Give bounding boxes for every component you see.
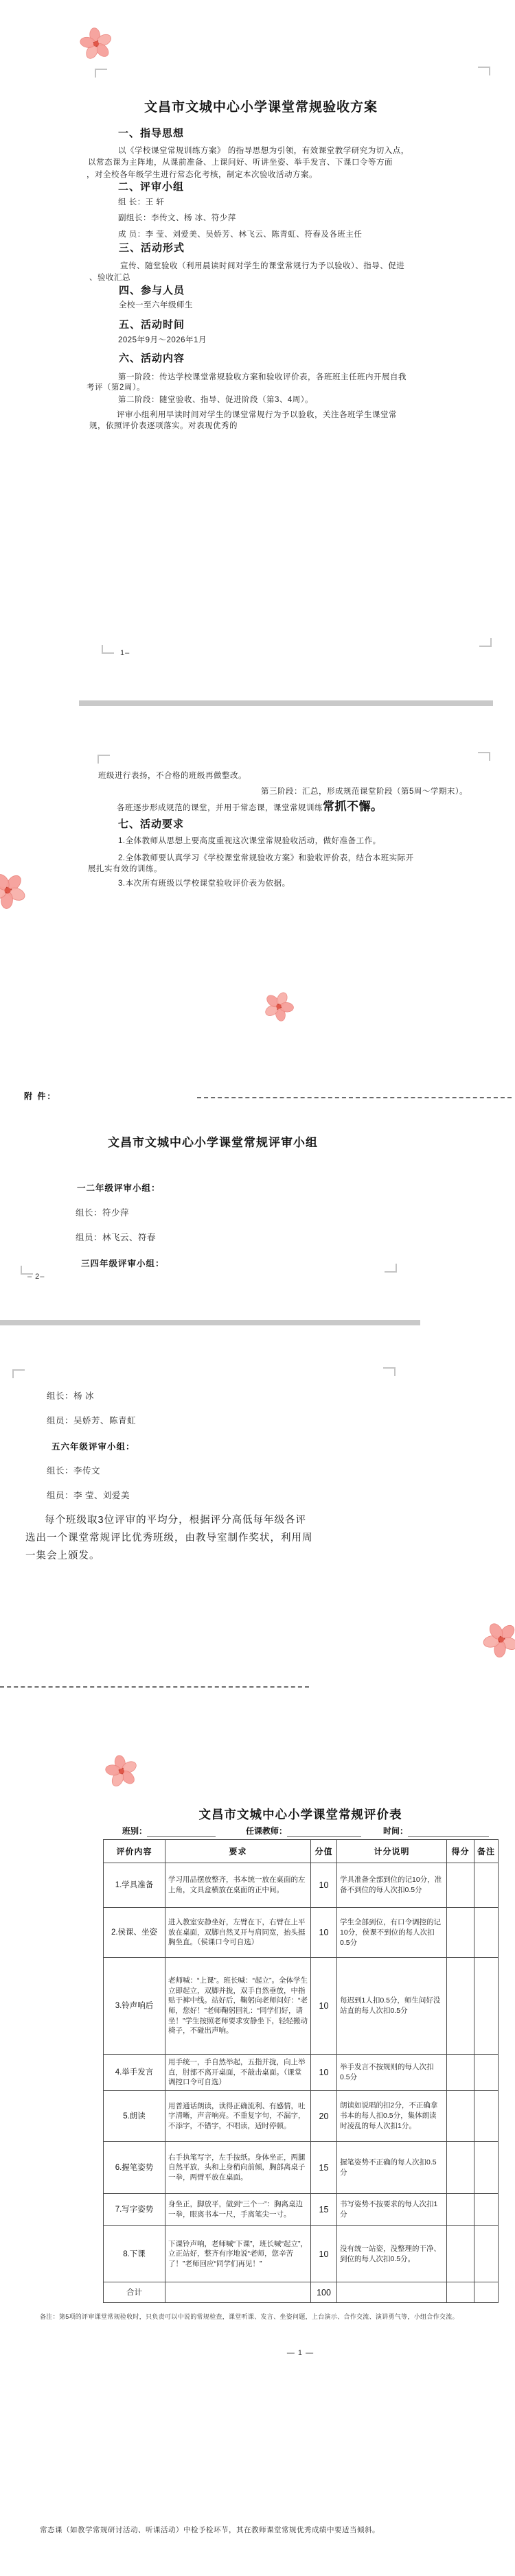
total-scoring-empty xyxy=(337,2282,447,2303)
row-scoring-rule: 没有统一站姿，没整理的干净、到位的每人次扣0.5分。 xyxy=(337,2226,447,2282)
table-total-row xyxy=(104,2282,499,2303)
total-gained-score-empty xyxy=(447,2282,474,2303)
grade12-members: 组员：林飞云、符春 xyxy=(76,1233,157,1242)
flower-icon xyxy=(100,1744,143,1799)
grade34-group-heading: 三四年级评审小组： xyxy=(81,1259,165,1268)
body-line: 规，依照评价表逐项落实。对表现优秀的 xyxy=(89,422,238,430)
class-blank-line xyxy=(147,1828,216,1837)
body-line: 第二阶段：随堂验收、指导、促进阶段（第3、4周）。 xyxy=(118,396,314,404)
requirement-line: 3.本次所有班级以学校课堂验收评价表为依据。 xyxy=(118,879,290,888)
page-title: 文昌市文城中心小学课堂常规验收方案 xyxy=(144,100,378,115)
section-heading-4: 四、参与人员 xyxy=(119,285,185,296)
body-line: 考评（第2周）。 xyxy=(87,383,146,392)
row-remark-empty xyxy=(474,2142,499,2194)
row-name: 7.写字姿势 xyxy=(104,2194,165,2226)
row-score: 15 xyxy=(311,2142,337,2194)
row-remark-empty xyxy=(474,1908,499,1958)
page-corner-mark xyxy=(98,755,110,764)
group-deputy-line: 副组长：李传文、杨 冰、符少萍 xyxy=(118,214,236,222)
table-row xyxy=(104,2194,499,2226)
table-row xyxy=(104,2091,499,2142)
body-line: 、验收汇总 xyxy=(89,274,130,282)
page-corner-mark xyxy=(385,1264,397,1273)
class-label: 班别： xyxy=(122,1826,148,1836)
grade12-group-heading: 一二年级评审小组： xyxy=(77,1183,161,1193)
award-paragraph-line: 一集会上颁发。 xyxy=(25,1550,100,1561)
row-score: 10 xyxy=(311,1908,337,1958)
row-name: 5.朗读 xyxy=(104,2091,165,2142)
evaluation-table xyxy=(103,1839,499,2303)
row-remark-empty xyxy=(474,2055,499,2091)
dashed-separator xyxy=(0,1686,309,1688)
row-requirement: 老师喊：“上课”。班长喊：“起立”。全体学生立即起立，双脚并拢，双手自然垂放，中指贴于裤中线。站好后，鞠躬向老师问好：“老师，您好！”老师鞠躬回礼：“同学们好，请坐！”学生按照老师要求安静坐下，轻轻搬动椅子，不碰出声响。 xyxy=(165,1958,311,2055)
requirement-line: 展扎实有效的训练。 xyxy=(88,865,162,873)
award-paragraph-line: 选出一个课堂常规评比优秀班级，由教导室制作奖状，利用周 xyxy=(25,1533,313,1544)
table-row xyxy=(104,1908,499,1958)
attachment-label: 附 件： xyxy=(24,1091,57,1101)
table-header-cell: 备注 xyxy=(474,1840,499,1863)
row-scoring-rule: 学具准备全部到位的记10分，准备不到位的每人次扣0.5分 xyxy=(337,1863,447,1908)
emphasis-text: 常抓不懈。 xyxy=(323,800,383,813)
grade56-members: 组员：李 莹、刘爱美 xyxy=(47,1491,130,1500)
body-line: ，对全校各年级学生进行常态化考核，制定本次验收活动方案。 xyxy=(87,171,317,179)
body-line: 宣传、随堂验收（利用晨读时间对学生的课堂常规行为予以验收）、指导、促进 xyxy=(120,262,405,270)
time-label: 时间： xyxy=(383,1826,409,1836)
section-heading-2: 二、评审小组 xyxy=(118,181,185,193)
time-blank-line xyxy=(408,1828,489,1837)
row-name: 4.举手发言 xyxy=(104,2055,165,2091)
body-line-with-emphasis xyxy=(117,801,383,814)
group-leader-line: 组 长：王 轩 xyxy=(118,198,165,206)
total-score: 100 xyxy=(311,2282,337,2303)
teacher-label: 任课教师： xyxy=(246,1826,288,1836)
grade12-leader: 组长：符少萍 xyxy=(76,1208,130,1218)
page-footer: — 1 — xyxy=(286,2349,314,2357)
page-separator-bar xyxy=(0,1320,420,1325)
row-name: 3.铃声响后 xyxy=(104,1958,165,2055)
row-name: 6.握笔姿势 xyxy=(104,2142,165,2194)
teacher-field xyxy=(246,1825,361,1837)
table-header-cell: 评价内容 xyxy=(104,1840,165,1863)
row-scoring-rule: 每迟到1人扣0.5分，师生问好没站直的每人次扣0.5分 xyxy=(337,1958,447,2055)
teacher-blank-line xyxy=(287,1828,361,1837)
evaluation-table-title: 文昌市文城中心小学课堂常规评价表 xyxy=(198,1808,402,1821)
body-line: 第一阶段：传达学校课堂常规验收方案和验收评价表，各班班主任班内开展自我 xyxy=(118,373,407,381)
page-corner-mark xyxy=(95,69,107,78)
row-remark-empty xyxy=(474,1863,499,1908)
activity-dates: 2025年9月～2026年1月 xyxy=(118,336,207,344)
row-score: 20 xyxy=(311,2091,337,2142)
row-gained-score-empty xyxy=(447,2142,474,2194)
row-score: 10 xyxy=(311,1863,337,1908)
row-scoring-rule: 举手发言不按规则的每人次扣0.5分 xyxy=(337,2055,447,2091)
row-scoring-rule: 握笔姿势不正确的每人次扣0.5分 xyxy=(337,2142,447,2194)
row-gained-score-empty xyxy=(447,2226,474,2282)
table-remark-note: 备注：第5项的评审课堂常规验收时，只负责可以中说的常规检查，课堂听课、发言、坐姿问题，上台演示、合作交流、演讲勇气等，小组合作交流。 xyxy=(40,2313,459,2320)
row-remark-empty xyxy=(474,2194,499,2226)
body-line: 各班逐步形成规范的课堂，并用于常态课，课堂常规训练 xyxy=(117,804,323,812)
row-score: 10 xyxy=(311,2226,337,2282)
row-requirement: 身坐正，脚放平，做到“三个一”：胸离桌边一拳，眼离书本一尺，手离笔尖一寸。 xyxy=(165,2194,311,2226)
section-heading-1: 一、指导思想 xyxy=(118,128,185,139)
body-line: 第三阶段：汇总，形成规范课堂阶段（第5周～学期末）。 xyxy=(261,788,468,796)
row-requirement: 学习用品摆放整齐，书本统一放在桌面的左上角，文具盒横放在桌面的正中间。 xyxy=(165,1863,311,1908)
requirement-line: 1.全体教师从思想上要高度重视这次课堂常规验收活动，做好准备工作。 xyxy=(118,837,381,845)
section-heading-7: 七、活动要求 xyxy=(118,818,185,830)
flower-icon xyxy=(0,862,36,919)
body-line: 全校一至六年级师生 xyxy=(119,301,193,309)
row-requirement: 右手执笔写字，左手按纸。身体坐正，两腿自然平放，头和上身稍向前倾，胸部离桌子一拳，两臂平放在桌面。 xyxy=(165,2142,311,2194)
body-line: 班级进行表扬，不合格的班级再做整改。 xyxy=(98,772,247,780)
section-heading-5: 五、活动时间 xyxy=(119,319,185,331)
table-header-cell: 计分说明 xyxy=(337,1840,447,1863)
grade34-members: 组员：吴娇芳、陈青虹 xyxy=(47,1416,137,1426)
row-remark-empty xyxy=(474,2091,499,2142)
table-row xyxy=(104,2226,499,2282)
row-name: 1.学具准备 xyxy=(104,1863,165,1908)
page-footer: – 2– xyxy=(27,1273,45,1281)
dashed-separator xyxy=(197,1097,512,1098)
page-corner-mark xyxy=(478,67,490,75)
table-row xyxy=(104,2142,499,2194)
row-gained-score-empty xyxy=(447,1908,474,1958)
bottom-note-line: 常态课（如教学常规研讨活动、听课活动）中检予检环节，其在教师课堂常规优秀成绩中要适当倾斜。 xyxy=(40,2526,380,2534)
row-requirement: 下课铃声响，老师喊“下课”，班长喊“起立”，立正站好，整齐有序地说“老师，您辛苦了！”老师回应“同学们再见！” xyxy=(165,2226,311,2282)
row-requirement: 用手统一，手自然举起，五指并拢，向上举直，肘部不离开桌面，不敲击桌面。（课堂调控口令可自选） xyxy=(165,2055,311,2091)
row-score: 10 xyxy=(311,2055,337,2091)
row-scoring-rule: 书写姿势不按要求的每人次扣1分 xyxy=(337,2194,447,2226)
grade56-leader: 组长：李传文 xyxy=(47,1466,101,1476)
attachment-title: 文昌市文城中心小学课堂常规评审小组 xyxy=(108,1136,318,1149)
grade34-leader: 组长：杨 冰 xyxy=(47,1391,94,1401)
row-score: 10 xyxy=(311,1958,337,2055)
row-gained-score-empty xyxy=(447,2194,474,2226)
row-remark-empty xyxy=(474,1958,499,2055)
page-corner-mark xyxy=(479,638,492,647)
body-line: 以《学校课堂常规训练方案》 的指导思想为引领，有效课堂教学研究为切入点， xyxy=(118,147,409,155)
body-line: 评审小组利用早读时间对学生的课堂常规行为予以验收，关注各班学生课堂常 xyxy=(117,411,397,419)
row-requirement: 用普通话朗读，读得正确流利、有感情，吐字清晰，声音响亮。不重复字句，不漏字，不添字，不错字，不唱读，适时停顿。 xyxy=(165,2091,311,2142)
body-line: 以常态课为主阵地，从课前准备、上课问好、听讲坐姿、举手发言、下课口令等方面 xyxy=(88,158,393,167)
time-field xyxy=(383,1825,489,1837)
class-field xyxy=(122,1825,216,1837)
page-corner-mark xyxy=(383,1367,396,1376)
award-paragraph-line: 每个班级取3位评审的平均分，根据评分高低每年级各评 xyxy=(45,1515,307,1526)
table-row xyxy=(104,2055,499,2091)
page-corner-mark xyxy=(478,752,490,761)
section-heading-3: 三、活动形式 xyxy=(119,242,185,254)
row-scoring-rule: 学生全部到位，有口令调控的记10分，侯课不到位的每人次扣0.5分 xyxy=(337,1908,447,1958)
table-header-row xyxy=(104,1840,499,1863)
row-remark-empty xyxy=(474,2226,499,2282)
row-name: 8.下课 xyxy=(104,2226,165,2282)
page-corner-mark xyxy=(102,645,114,654)
page-footer: 1– xyxy=(120,649,130,657)
row-gained-score-empty xyxy=(447,1958,474,2055)
total-label: 合计 xyxy=(104,2282,165,2303)
row-name: 2.侯课、坐姿 xyxy=(104,1908,165,1958)
page-separator-bar xyxy=(79,700,493,706)
total-remark-empty xyxy=(474,2282,499,2303)
flower-icon xyxy=(472,1611,515,1668)
row-gained-score-empty xyxy=(447,2091,474,2142)
page-corner-mark xyxy=(12,1369,25,1378)
table-header-cell: 要求 xyxy=(165,1840,311,1863)
table-row xyxy=(104,1958,499,2055)
row-scoring-rule: 朗读如说唱的扣2分，不正确拿书本的每人扣0.5分，集体朗读时凌乱的每人次扣1分。 xyxy=(337,2091,447,2142)
table-header-cell: 得分 xyxy=(447,1840,474,1863)
flower-icon xyxy=(258,978,299,1035)
row-requirement: 进入教室安静坐好，左臂在下，右臂在上平放在桌面，双脚自然叉开与肩同宽，抬头挺胸坐直。（侯课口令可自选） xyxy=(165,1908,311,1958)
table-header-cell: 分值 xyxy=(311,1840,337,1863)
grade56-group-heading: 五六年级评审小组： xyxy=(52,1442,135,1452)
group-members-line: 成 员：李 莹、刘爱美、吴娇芳、林飞云、陈青虹、符春及各班主任 xyxy=(118,231,363,239)
flower-icon xyxy=(76,19,117,69)
row-score: 15 xyxy=(311,2194,337,2226)
row-gained-score-empty xyxy=(447,1863,474,1908)
requirement-line: 2.全体教师要认真学习《学校课堂常规验收方案》和验收评价表，结合本班实际开 xyxy=(118,854,414,862)
section-heading-6: 六、活动内容 xyxy=(119,353,185,364)
row-gained-score-empty xyxy=(447,2055,474,2091)
total-requirement-empty xyxy=(165,2282,311,2303)
table-row xyxy=(104,1863,499,1908)
